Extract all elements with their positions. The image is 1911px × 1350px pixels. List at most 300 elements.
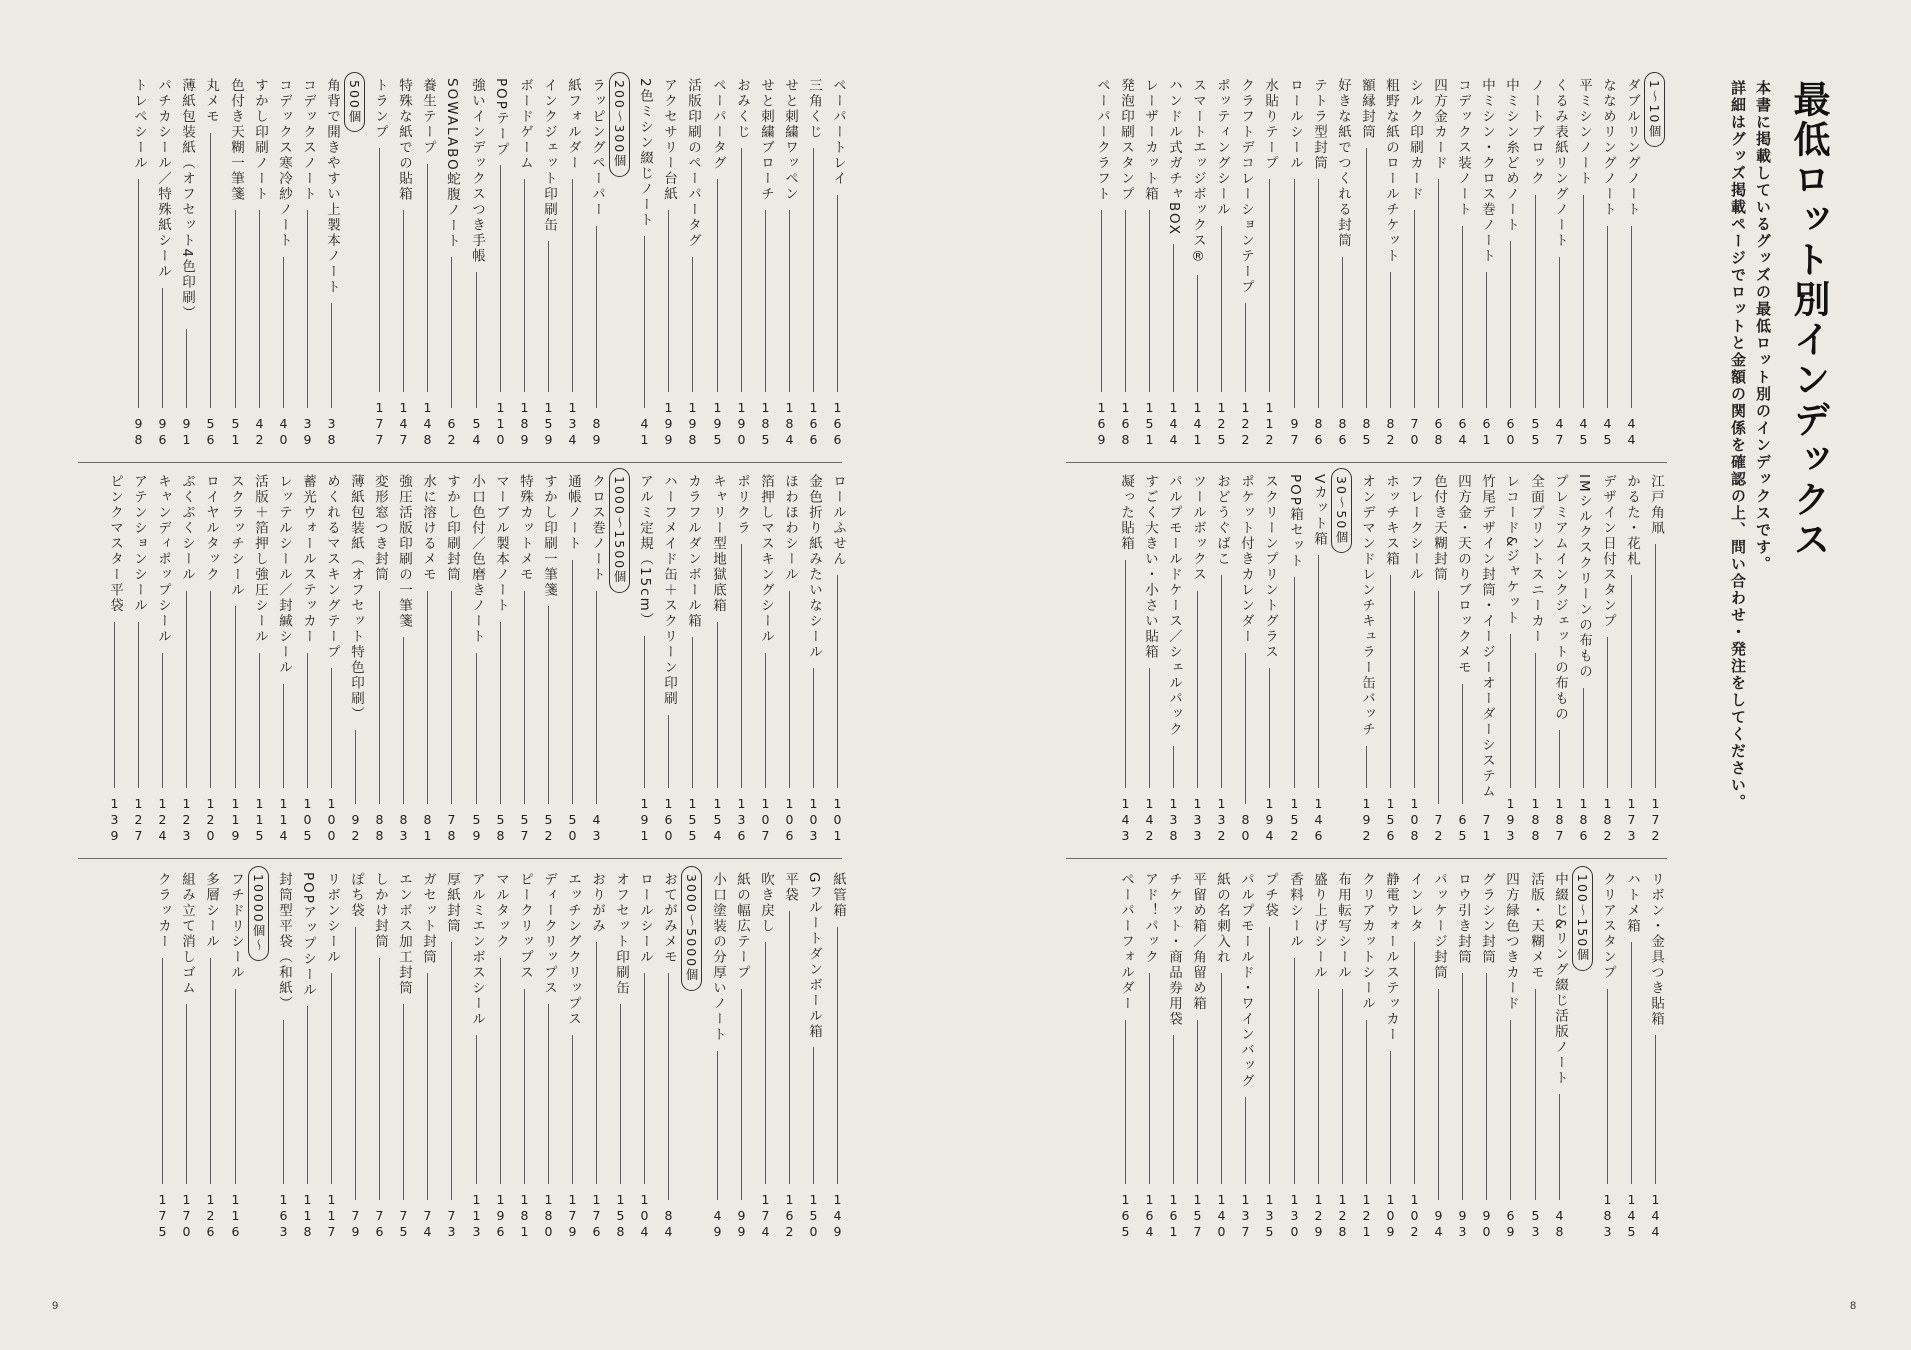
index-entry-name: リボン・金具つき貼箱	[1648, 872, 1664, 1027]
index-entry-name: ダブルリングノート	[1624, 78, 1640, 218]
index-entry-page-number: 166	[830, 400, 845, 448]
index-entry-name: オフセット印刷缶	[613, 872, 629, 996]
index-entry-page-number: 152	[1287, 796, 1302, 844]
index-entry-name: 好きな紙でつくれる封筒	[1335, 78, 1351, 249]
index-entry-page-number: 170	[179, 1192, 194, 1240]
lot-section-heading: 500個	[344, 72, 365, 132]
index-entry-page-number: 104	[637, 1192, 652, 1240]
leader-line	[427, 973, 428, 1200]
index-entry-page-number: 136	[734, 796, 749, 844]
leader-line	[379, 148, 380, 392]
index-entry-name: ガセット封筒	[420, 872, 436, 965]
index-entry-name: マルタック	[493, 872, 509, 950]
index-entry-page-number: 140	[1214, 1192, 1229, 1240]
leader-line	[162, 653, 163, 788]
index-entry-name: すかし印刷封筒	[444, 474, 460, 583]
index-entry-page-number: 55	[1528, 416, 1543, 448]
index-entry-name: 吹き戻し	[758, 872, 774, 934]
leader-line	[596, 942, 597, 1184]
leader-line	[668, 973, 669, 1200]
index-entry-page-number: 91	[179, 416, 194, 448]
index-entry-page-number: 166	[806, 400, 821, 448]
leader-line	[1149, 973, 1150, 1184]
lot-section-heading: 30～50個	[1331, 468, 1352, 553]
leader-line	[1390, 1051, 1391, 1184]
index-entry-name: トレペシール	[131, 78, 147, 171]
index-entry-name: 封筒型平袋（和紙）	[276, 872, 292, 1012]
index-entry-name: 四方金・天のりブロックメモ	[1455, 474, 1471, 676]
index-entry-page-number: 191	[637, 796, 652, 844]
index-entry-page-number: 100	[324, 796, 339, 844]
index-entry-name: 特殊な紙での貼箱	[396, 78, 412, 202]
index-entry-name: パルプモールド・ワインバッグ	[1238, 872, 1254, 1089]
index-entry-name: フレークシール	[1407, 474, 1423, 583]
index-entry-name: キャンディポップシール	[155, 474, 171, 645]
index-entry-page-number: 133	[1190, 796, 1205, 844]
leader-line	[1342, 257, 1343, 408]
index-entry-page-number: 99	[734, 1208, 749, 1240]
leader-line	[1294, 958, 1295, 1184]
index-entry-name: デザイン日付スタンプ	[1600, 474, 1616, 629]
index-entry-name: アルミエンボスシール	[469, 872, 485, 1027]
index-entry-page-number: 61	[1479, 416, 1494, 448]
index-entry-page-number: 169	[1094, 400, 1109, 448]
leader-line	[259, 210, 260, 408]
index-entry-page-number: 198	[685, 400, 700, 448]
leader-line	[186, 329, 187, 408]
index-entry-name: IMシルクスクリーンの布もの	[1576, 474, 1592, 680]
index-entry-page-number: 182	[1600, 796, 1615, 844]
index-entry-page-number: 141	[1190, 400, 1205, 448]
index-entry-page-number: 49	[710, 1208, 725, 1240]
leader-line	[1245, 303, 1246, 392]
leader-line	[596, 226, 597, 408]
leader-line	[1149, 210, 1150, 392]
leader-line	[451, 257, 452, 408]
index-entry-page-number: 93	[1455, 1208, 1470, 1240]
leader-line	[596, 591, 597, 804]
index-entry-name: パッケージ封筒	[1431, 872, 1447, 981]
index-entry-name: 中ミシン糸どめノート	[1503, 78, 1519, 233]
divider-rule-right-2	[1066, 858, 1667, 859]
index-entry-name: 三角くじ	[806, 78, 822, 140]
leader-line	[524, 591, 525, 804]
leader-line	[186, 1004, 187, 1184]
index-entry-page-number: 88	[372, 812, 387, 844]
leader-line	[331, 668, 332, 788]
leader-line	[283, 257, 284, 408]
description-line-1: 本書に掲載しているグッズの最低ロット別のインデックスです。	[1754, 80, 1772, 573]
leader-line	[789, 210, 790, 392]
index-entry-page-number: 54	[469, 416, 484, 448]
index-entry-page-number: 139	[107, 796, 122, 844]
index-entry-page-number: 116	[228, 1192, 243, 1240]
index-entry-name: ホッチキス箱	[1383, 474, 1399, 567]
index-entry-name: スクラッチシール	[228, 474, 244, 598]
index-entry-page-number: 65	[1455, 812, 1470, 844]
index-entry-page-number: 158	[613, 1192, 628, 1240]
leader-line	[644, 636, 645, 788]
index-entry-page-number: 193	[1503, 796, 1518, 844]
index-entry-page-number: 101	[830, 796, 845, 844]
lot-section-heading: 3000～5000個	[681, 866, 702, 991]
index-entry-name: レコード&ジャケット	[1503, 474, 1519, 627]
index-entry-name: せと刺繍ワッペン	[782, 78, 798, 202]
index-entry-name: POPテープ	[493, 78, 509, 158]
index-entry-name: 養生テープ	[420, 78, 436, 156]
index-entry-page-number: 159	[541, 400, 556, 448]
index-entry-page-number: 71	[1479, 812, 1494, 844]
leader-line	[1269, 179, 1270, 392]
leader-line	[1294, 577, 1295, 788]
leader-line	[138, 622, 139, 788]
index-entry-name: 変形窓つき封筒	[372, 474, 388, 583]
leader-line	[1149, 668, 1150, 788]
index-entry-page-number: 74	[420, 1208, 435, 1240]
index-entry-name: 活版・天糊メモ	[1528, 872, 1544, 981]
index-entry-name: ペーパートレイ	[830, 78, 846, 187]
leader-line	[572, 179, 573, 392]
index-entry-name: すかし印刷一筆箋	[541, 474, 557, 598]
index-entry-page-number: 59	[469, 812, 484, 844]
leader-line	[1486, 272, 1487, 408]
index-entry-page-number: 164	[1142, 1192, 1157, 1240]
index-entry-page-number: 112	[1262, 400, 1277, 448]
leader-line	[1245, 653, 1246, 804]
index-entry-page-number: 163	[276, 1192, 291, 1240]
index-entry-page-number: 192	[1359, 796, 1374, 844]
leader-line	[837, 195, 838, 392]
index-entry-page-number: 57	[517, 812, 532, 844]
index-entry-name: コデックス装ノート	[1455, 78, 1471, 218]
index-entry-page-number: 144	[1166, 400, 1181, 448]
leader-line	[403, 637, 404, 804]
index-entry-name: ピンクマスター平袋	[107, 474, 123, 614]
leader-line	[259, 653, 260, 788]
index-entry-name: アド！パック	[1142, 872, 1158, 965]
leader-line	[1366, 1020, 1367, 1184]
index-entry-name: 凝った貼箱	[1118, 474, 1134, 552]
lot-section-heading: 10000個～	[248, 866, 269, 961]
index-entry-page-number: 40	[276, 416, 291, 448]
index-entry-page-number: 183	[1600, 1192, 1615, 1240]
index-entry-page-number: 147	[396, 400, 411, 448]
leader-line	[210, 133, 211, 408]
index-entry-name: かるた・花札	[1624, 474, 1640, 567]
leader-line	[1631, 942, 1632, 1184]
index-entry-name: 紙の幅広テープ	[734, 872, 750, 981]
index-entry-name: コデックス寒冷紗ノート	[276, 78, 292, 249]
index-entry-name: ポケット付きカレンダー	[1238, 474, 1254, 645]
index-entry-page-number: 156	[1383, 796, 1398, 844]
index-entry-name: インレタ	[1407, 872, 1423, 934]
index-entry-name: マーブル製本ノート	[493, 474, 509, 614]
description-line-2: 詳細はグッズ掲載ページでロットと金額の関係を確認の上、問い合わせ・発注をしてください。	[1729, 80, 1747, 811]
index-entry-name: 粗野な紙のロールチケット	[1383, 78, 1399, 264]
index-entry-page-number: 43	[589, 812, 604, 844]
leader-line	[1559, 257, 1560, 408]
index-entry-page-number: 81	[420, 812, 435, 844]
index-entry-page-number: 161	[1166, 1192, 1181, 1240]
leader-line	[476, 272, 477, 408]
index-entry-name: 通帳ノート	[565, 474, 581, 552]
leader-line	[1366, 148, 1367, 408]
index-entry-page-number: 149	[830, 1192, 845, 1240]
index-entry-name: 四方金カード	[1431, 78, 1447, 171]
index-entry-page-number: 119	[228, 796, 243, 844]
leader-line	[355, 927, 356, 1200]
index-entry-name: POPアップシール	[300, 872, 316, 998]
divider-rule-left-2	[78, 858, 842, 859]
index-entry-page-number: 148	[420, 400, 435, 448]
leader-line	[235, 606, 236, 788]
index-entry-page-number: 151	[1142, 400, 1157, 448]
leader-line	[1173, 746, 1174, 788]
leader-line	[1173, 244, 1174, 392]
index-entry-page-number: 94	[1431, 1208, 1446, 1240]
index-entry-name: 多層シール	[203, 872, 219, 950]
leader-line	[1510, 241, 1511, 408]
index-entry-page-number: 102	[1407, 1192, 1422, 1240]
leader-line	[1197, 275, 1198, 392]
index-entry-page-number: 56	[203, 416, 218, 448]
index-entry-page-number: 143	[1118, 796, 1133, 844]
leader-line	[668, 715, 669, 788]
leader-line	[548, 606, 549, 804]
index-entry-page-number: 96	[155, 416, 170, 448]
index-entry-page-number: 134	[565, 400, 580, 448]
index-entry-page-number: 41	[637, 416, 652, 448]
index-entry-page-number: 127	[131, 796, 146, 844]
index-entry-name: 小口色付／色磨きノート	[469, 474, 485, 645]
leader-line	[1438, 591, 1439, 804]
page-title: 最低ロット別インデックス	[1787, 80, 1830, 560]
leader-line	[476, 653, 477, 804]
index-entry-page-number: 64	[1455, 416, 1470, 448]
index-entry-page-number: 126	[203, 1192, 218, 1240]
index-entry-page-number: 190	[734, 400, 749, 448]
leader-line	[765, 653, 766, 788]
index-entry-name: 色付き天糊一筆箋	[228, 78, 244, 202]
index-entry-name: 静電ウォールステッカー	[1383, 872, 1399, 1043]
index-entry-page-number: 47	[1552, 416, 1567, 448]
leader-line	[451, 942, 452, 1200]
index-entry-page-number: 194	[1262, 796, 1277, 844]
index-entry-page-number: 128	[1335, 1192, 1350, 1240]
index-entry-page-number: 162	[782, 1192, 797, 1240]
leader-line	[1125, 1020, 1126, 1184]
index-entry-page-number: 60	[1503, 416, 1518, 448]
index-entry-page-number: 132	[1214, 796, 1229, 844]
index-entry-name: オンデマンドレンチキュラー缶バッチ	[1359, 474, 1375, 738]
index-entry-page-number: 142	[1142, 796, 1157, 844]
leader-line	[403, 210, 404, 392]
leader-line	[427, 164, 428, 392]
leader-line	[1438, 989, 1439, 1200]
index-entry-page-number: 70	[1407, 416, 1422, 448]
index-entry-page-number: 187	[1552, 796, 1567, 844]
leader-line	[717, 179, 718, 392]
index-entry-name: 角背で開きやすい上製本ノート	[324, 78, 340, 295]
index-entry-page-number: 165	[1118, 1192, 1133, 1240]
leader-line	[1101, 210, 1102, 392]
index-entry-name: POP箱セット	[1287, 474, 1303, 569]
index-entry-page-number: 176	[589, 1192, 604, 1240]
index-entry-name: 金色折り紙みたいなシール	[806, 474, 822, 660]
index-entry-page-number: 73	[444, 1208, 459, 1240]
index-entry-name: 特殊カットメモ	[517, 474, 533, 583]
leader-line	[1390, 272, 1391, 408]
leader-line	[1462, 684, 1463, 804]
index-entry-page-number: 72	[1431, 812, 1446, 844]
leader-line	[1486, 973, 1487, 1200]
leader-line	[1414, 210, 1415, 408]
leader-line	[1221, 973, 1222, 1184]
index-entry-page-number: 114	[276, 796, 291, 844]
leader-line	[500, 165, 501, 392]
leader-line	[1462, 973, 1463, 1200]
leader-line	[765, 210, 766, 392]
index-entry-name: くるみ表紙リングノート	[1552, 78, 1568, 249]
index-entry-name: テトラ型封筒	[1311, 78, 1327, 171]
leader-line	[1510, 1020, 1511, 1200]
index-entry-name: ななめリングノート	[1600, 78, 1616, 218]
index-entry-page-number: 82	[1383, 416, 1398, 448]
leader-line	[1197, 1020, 1198, 1184]
leader-line	[765, 942, 766, 1184]
leader-line	[1221, 226, 1222, 392]
leader-line	[1607, 637, 1608, 788]
leader-line	[1438, 179, 1439, 408]
leader-line	[307, 653, 308, 788]
leader-line	[1535, 653, 1536, 788]
index-entry-name: ペーパーフォルダー	[1118, 872, 1134, 1012]
index-entry-page-number: 108	[1407, 796, 1422, 844]
index-entry-name: エンボス加工封筒	[396, 872, 412, 996]
index-entry-page-number: 50	[565, 812, 580, 844]
index-entry-name: ぷくぷくシール	[179, 474, 195, 583]
index-entry-page-number: 124	[155, 796, 170, 844]
index-entry-name: 小口塗装の分厚いノート	[710, 872, 726, 1043]
index-entry-name: 箔押しマスキングシール	[758, 474, 774, 645]
leader-line	[331, 973, 332, 1184]
index-entry-name: 水に溶けるメモ	[420, 474, 436, 583]
index-entry-page-number: 185	[758, 400, 773, 448]
index-entry-name: スクリーンプリントグラス	[1262, 474, 1278, 660]
index-entry-page-number: 85	[1359, 416, 1374, 448]
index-entry-page-number: 181	[517, 1192, 532, 1240]
index-entry-name: めくれるマスキングテープ	[324, 474, 340, 660]
leader-line	[692, 637, 693, 788]
leader-line	[500, 958, 501, 1184]
index-entry-page-number: 145	[1624, 1192, 1639, 1240]
leader-line	[210, 958, 211, 1184]
index-entry-name: クラッカー	[155, 872, 171, 950]
index-entry-page-number: 117	[324, 1192, 339, 1240]
index-entry-name: 江戸角凧	[1648, 474, 1664, 536]
index-entry-name: 薄紙包装紙（オフセット特色印刷）	[348, 474, 364, 722]
leader-line	[668, 210, 669, 392]
leader-line	[548, 1004, 549, 1184]
index-entry-name: 強いインデックスつき手帳	[469, 78, 485, 264]
leader-line	[620, 1004, 621, 1184]
index-entry-name: アクセサリー台紙	[661, 78, 677, 202]
leader-line	[692, 257, 693, 392]
leader-line	[331, 303, 332, 408]
leader-line	[427, 591, 428, 804]
index-entry-name: せと刺繍ブローチ	[758, 78, 774, 202]
index-entry-name: 平ミシンノート	[1576, 78, 1592, 187]
index-entry-page-number: 86	[1335, 416, 1350, 448]
leader-line	[235, 210, 236, 408]
index-entry-page-number: 79	[348, 1208, 363, 1240]
index-entry-page-number: 175	[155, 1192, 170, 1240]
index-entry-page-number: 106	[782, 796, 797, 844]
leader-line	[572, 560, 573, 804]
leader-line	[1631, 575, 1632, 788]
leader-line	[1535, 989, 1536, 1200]
index-entry-name: 香料シール	[1287, 872, 1303, 950]
leader-line	[186, 591, 187, 788]
leader-line	[235, 989, 236, 1184]
index-entry-name: ボードゲーム	[517, 78, 533, 171]
leader-line	[1318, 555, 1319, 788]
index-entry-name: 蓄光ウォールステッカー	[300, 474, 316, 645]
index-entry-name: ロールふせん	[830, 474, 846, 567]
index-entry-name: アルミ定規（15cm）	[637, 474, 653, 629]
index-entry-name: ハーフメイド缶＋スクリーン印刷	[661, 474, 677, 707]
index-entry-page-number: 89	[589, 416, 604, 448]
leader-line	[572, 1035, 573, 1184]
index-entry-name: ディークリップス	[541, 872, 557, 996]
index-entry-name: ぽち袋	[348, 872, 364, 919]
leader-line	[355, 730, 356, 804]
leader-line	[1245, 1097, 1246, 1184]
index-entry-name: パチカシール／特殊紙シール	[155, 78, 171, 280]
index-entry-name: チケット・商品券用袋	[1166, 872, 1182, 1027]
leader-line	[162, 958, 163, 1184]
leader-line	[1342, 989, 1343, 1184]
index-entry-name: レッテルシール／封緘シール	[276, 474, 292, 676]
index-entry-name: ハトメ箱	[1624, 872, 1640, 934]
leader-line	[1655, 544, 1656, 788]
leader-line	[1583, 688, 1584, 788]
lot-section-heading: 100～150個	[1572, 866, 1593, 971]
index-entry-page-number: 44	[1624, 416, 1639, 448]
index-entry-page-number: 196	[493, 1192, 508, 1240]
leader-line	[1318, 989, 1319, 1184]
index-entry-page-number: 179	[565, 1192, 580, 1240]
leader-line	[741, 989, 742, 1200]
index-entry-page-number: 180	[541, 1192, 556, 1240]
index-entry-name: 平留め箱／角留め箱	[1190, 872, 1206, 1012]
index-entry-name: 丸メモ	[203, 78, 219, 125]
leader-line	[1462, 226, 1463, 408]
index-entry-name: おりがみ	[589, 872, 605, 934]
index-entry-name: ツールボックス	[1190, 474, 1206, 583]
leader-line	[789, 591, 790, 788]
leader-line	[717, 1051, 718, 1200]
index-entry-name: カラフルダンボール箱	[685, 474, 701, 629]
index-entry-page-number: 98	[131, 416, 146, 448]
index-entry-name: クリアスタンプ	[1600, 872, 1616, 981]
index-entry-page-number: 69	[1503, 1208, 1518, 1240]
index-entry-page-number: 129	[1311, 1192, 1326, 1240]
index-entry-page-number: 75	[396, 1208, 411, 1240]
index-entry-page-number: 78	[444, 812, 459, 844]
index-entry-name: レーザーカット箱	[1142, 78, 1158, 202]
index-entry-page-number: 168	[1118, 400, 1133, 448]
